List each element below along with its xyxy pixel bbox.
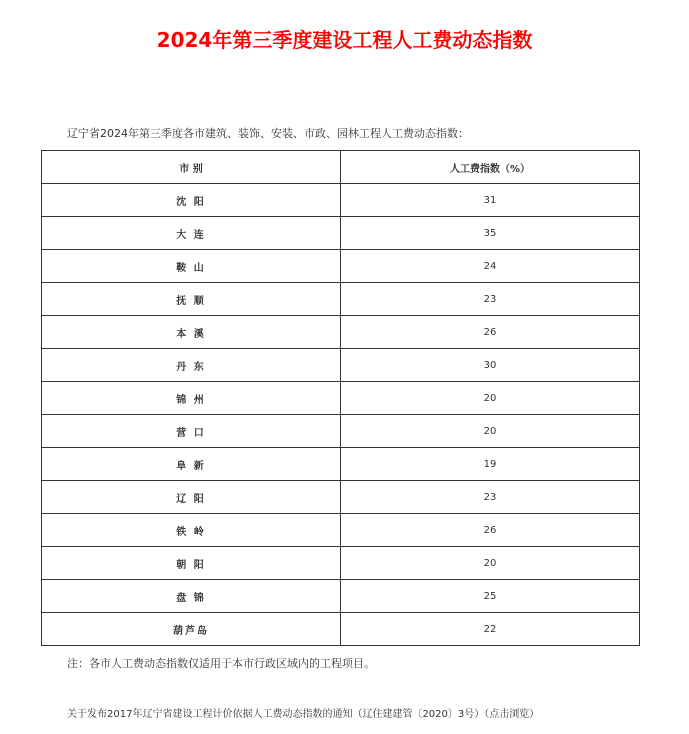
city-cell: 锦 州 [42, 382, 341, 415]
city-cell: 丹 东 [42, 349, 341, 382]
index-cell: 22 [341, 613, 640, 646]
city-cell: 葫芦岛 [42, 613, 341, 646]
city-cell: 鞍 山 [42, 250, 341, 283]
index-cell: 24 [341, 250, 640, 283]
page-title: 2024年第三季度建设工程人工费动态指数 [156, 28, 533, 52]
city-cell: 本 溪 [42, 316, 341, 349]
table-row [42, 547, 640, 580]
index-cell: 25 [341, 580, 640, 613]
index-column-header: 人工费指数（%） [341, 151, 640, 184]
table-row [42, 481, 640, 514]
city-cell: 阜 新 [42, 448, 341, 481]
index-cell: 19 [341, 448, 640, 481]
index-cell: 26 [341, 316, 640, 349]
table-row [42, 316, 640, 349]
index-cell: 20 [341, 415, 640, 448]
index-cell: 31 [341, 184, 640, 217]
city-cell: 沈 阳 [42, 184, 341, 217]
table-row [42, 415, 640, 448]
index-cell: 35 [341, 217, 640, 250]
table-header-row [42, 151, 640, 184]
table-row [42, 514, 640, 547]
table-row [42, 217, 640, 250]
table-row [42, 250, 640, 283]
labor-index-table [41, 150, 640, 646]
city-cell: 铁 岭 [42, 514, 341, 547]
table-body [42, 184, 640, 646]
city-cell: 大 连 [42, 217, 341, 250]
city-cell: 抚 顺 [42, 283, 341, 316]
table-row [42, 382, 640, 415]
table-row [42, 349, 640, 382]
city-cell: 营 口 [42, 415, 341, 448]
index-cell: 30 [341, 349, 640, 382]
city-column-header: 市 别 [42, 151, 341, 184]
table-row [42, 580, 640, 613]
index-cell: 20 [341, 547, 640, 580]
table-row [42, 283, 640, 316]
city-cell: 辽 阳 [42, 481, 341, 514]
index-cell: 23 [341, 283, 640, 316]
table-row [42, 184, 640, 217]
city-cell: 盘 锦 [42, 580, 341, 613]
table-row [42, 448, 640, 481]
index-cell: 26 [341, 514, 640, 547]
notice-link[interactable]: 关于发布2017年辽宁省建设工程计价依据人工费动态指数的通知（辽住建建管〔2020〕3号）（点击浏览） [67, 709, 540, 720]
city-cell: 朝 阳 [42, 547, 341, 580]
table-row [42, 613, 640, 646]
index-cell: 23 [341, 481, 640, 514]
intro-text: 辽宁省2024年第三季度各市建筑、装饰、安装、市政、园林工程人工费动态指数： [67, 127, 469, 140]
note-text: 注：各市人工费动态指数仅适用于本市行政区域内的工程项目。 [67, 657, 375, 670]
index-cell: 20 [341, 382, 640, 415]
